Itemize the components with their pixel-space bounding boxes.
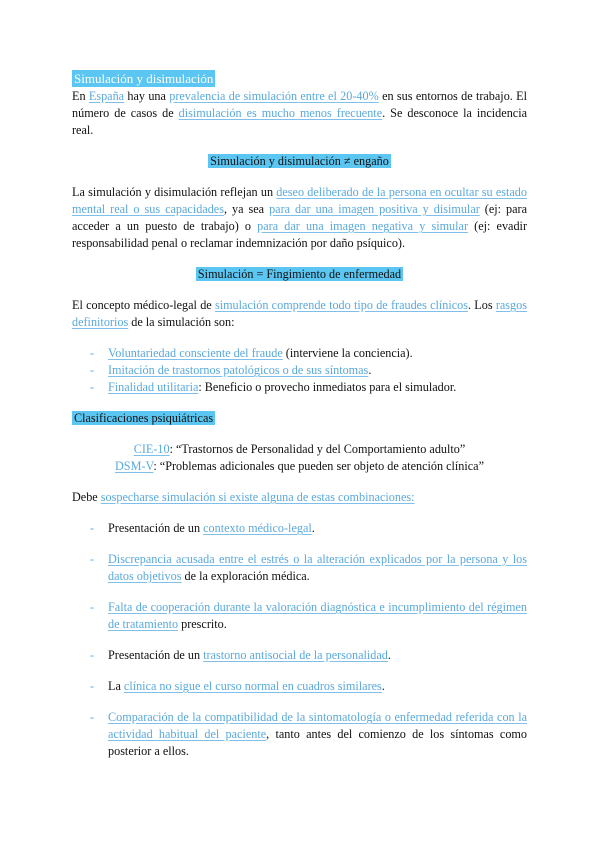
dash-bullet: - bbox=[90, 521, 95, 535]
link-imagen-negativa[interactable]: para dar una imagen negativa y simular bbox=[257, 219, 469, 233]
dash-bullet: - bbox=[90, 363, 95, 377]
text: : “Trastornos de Personalidad y del Comportamiento adulto” bbox=[169, 442, 466, 456]
dash-bullet: - bbox=[90, 679, 95, 693]
text: . bbox=[368, 363, 372, 377]
classification-item bbox=[72, 458, 527, 475]
section-heading-engano bbox=[72, 153, 527, 170]
text: prescrito. bbox=[178, 617, 227, 631]
text: , ya sea bbox=[223, 202, 270, 216]
text: (interviene la conciencia). bbox=[282, 346, 413, 360]
dash-bullet: - bbox=[90, 710, 95, 724]
section-heading-text: Simulación = Fingimiento de enfermedad bbox=[197, 267, 402, 281]
link-dsmv[interactable]: DSM-V bbox=[114, 459, 154, 473]
text: El concepto médico-legal de bbox=[72, 298, 215, 312]
list-item bbox=[72, 379, 527, 396]
text: . Los bbox=[468, 298, 496, 312]
text: : Beneficio o provecho inmediatos para el simulador. bbox=[198, 380, 457, 394]
text: Presentación de un bbox=[108, 521, 204, 535]
classifications bbox=[72, 441, 527, 475]
suspicion-paragraph bbox=[72, 489, 527, 506]
dash-bullet: - bbox=[90, 648, 95, 662]
text: . Se desconoce la incidencia real. bbox=[72, 106, 527, 137]
list-item bbox=[72, 678, 527, 695]
features-list bbox=[72, 345, 527, 396]
list-item bbox=[72, 599, 527, 633]
section-heading-text: Clasificaciones psiquiátricas bbox=[74, 411, 214, 425]
document-page bbox=[72, 70, 527, 760]
dash-bullet: - bbox=[90, 346, 95, 360]
link-deseo-deliberado[interactable]: deseo deliberado de la persona en ocultar su estado mental real o sus capacidades bbox=[72, 185, 527, 216]
list-item bbox=[72, 362, 527, 379]
link-sospecharse[interactable]: sospecharse simulación si existe alguna de estas combinaciones: bbox=[100, 490, 415, 504]
text: hay una bbox=[124, 89, 170, 103]
list-item bbox=[72, 709, 527, 760]
page-title: Simulación y disimulación bbox=[74, 71, 214, 86]
text: de la exploración médica. bbox=[181, 569, 310, 583]
list-item bbox=[72, 345, 527, 362]
link-prevalencia[interactable]: prevalencia de simulación entre el 20-40% bbox=[169, 89, 379, 103]
link-rasgos-definitorios[interactable]: rasgos definitorios bbox=[72, 298, 527, 329]
text: (ej: evadir responsabilidad penal o reclamar indemnización por daño psíquico). bbox=[72, 219, 528, 250]
list-item bbox=[72, 647, 527, 664]
list-item bbox=[72, 551, 527, 585]
text: La bbox=[108, 679, 124, 693]
combo-link[interactable]: trastorno antisocial de la personalidad bbox=[203, 648, 388, 662]
text: (ej: para acceder a un puesto de trabajo) o bbox=[72, 202, 528, 233]
link-espana[interactable]: España bbox=[88, 89, 125, 103]
definition-paragraph bbox=[72, 184, 527, 252]
link-fraudes-clinicos[interactable]: simulación comprende todo tipo de fraudes clínicos bbox=[214, 298, 468, 312]
dash-bullet: - bbox=[90, 552, 95, 566]
link-disimulacion[interactable]: disimulación es mucho menos frecuente bbox=[178, 106, 383, 120]
text: Presentación de un bbox=[108, 648, 204, 662]
combo-link[interactable]: clínica no sigue el curso normal en cuadros similares bbox=[123, 679, 382, 693]
text: . bbox=[381, 679, 385, 693]
link-cie10[interactable]: CIE-10 bbox=[133, 442, 170, 456]
dash-bullet: - bbox=[90, 600, 95, 614]
intro-paragraph bbox=[72, 88, 527, 139]
text: : “Problemas adicionales que pueden ser objeto de atención clínica” bbox=[153, 459, 484, 473]
feature-link[interactable]: Finalidad utilitaria bbox=[108, 380, 199, 394]
combo-link[interactable]: Comparación de la compatibilidad de la sintomatología o enfermedad referida con la actividad habitual del paciente bbox=[108, 710, 527, 741]
classification-item bbox=[72, 441, 527, 458]
link-imagen-positiva[interactable]: para dar una imagen positiva y disimular bbox=[269, 202, 480, 216]
text: en sus entornos de trabajo. El número de casos de bbox=[72, 89, 527, 120]
text: de la simulación son: bbox=[128, 315, 235, 329]
list-item bbox=[72, 520, 527, 537]
combo-link[interactable]: Falta de cooperación durante la valoración diagnóstica e incumplimiento del régimen de tratamiento bbox=[108, 600, 527, 631]
section-heading-text: Simulación y disimulación ≠ engaño bbox=[210, 154, 389, 168]
text: . bbox=[311, 521, 315, 535]
combinations-list bbox=[72, 520, 527, 760]
text: La simulación y disimulación reflejan un bbox=[72, 185, 277, 199]
text: En bbox=[72, 89, 89, 103]
text: Debe bbox=[72, 490, 101, 504]
dash-bullet: - bbox=[90, 380, 95, 394]
section-heading-fingimiento bbox=[72, 266, 527, 283]
section-heading-clasificaciones bbox=[72, 410, 527, 427]
feature-link[interactable]: Imitación de trastornos patológicos o de sus síntomas bbox=[108, 363, 369, 377]
feature-link[interactable]: Voluntariedad consciente del fraude bbox=[108, 346, 283, 360]
combo-link[interactable]: Discrepancia acusada entre el estrés o la alteración explicados por la persona y los datos objetivos bbox=[108, 552, 527, 583]
text: , tanto antes del comienzo de los síntomas como posterior a ellos. bbox=[108, 727, 527, 758]
text: . bbox=[387, 648, 391, 662]
combo-link[interactable]: contexto médico-legal bbox=[203, 521, 312, 535]
concept-paragraph bbox=[72, 297, 527, 331]
